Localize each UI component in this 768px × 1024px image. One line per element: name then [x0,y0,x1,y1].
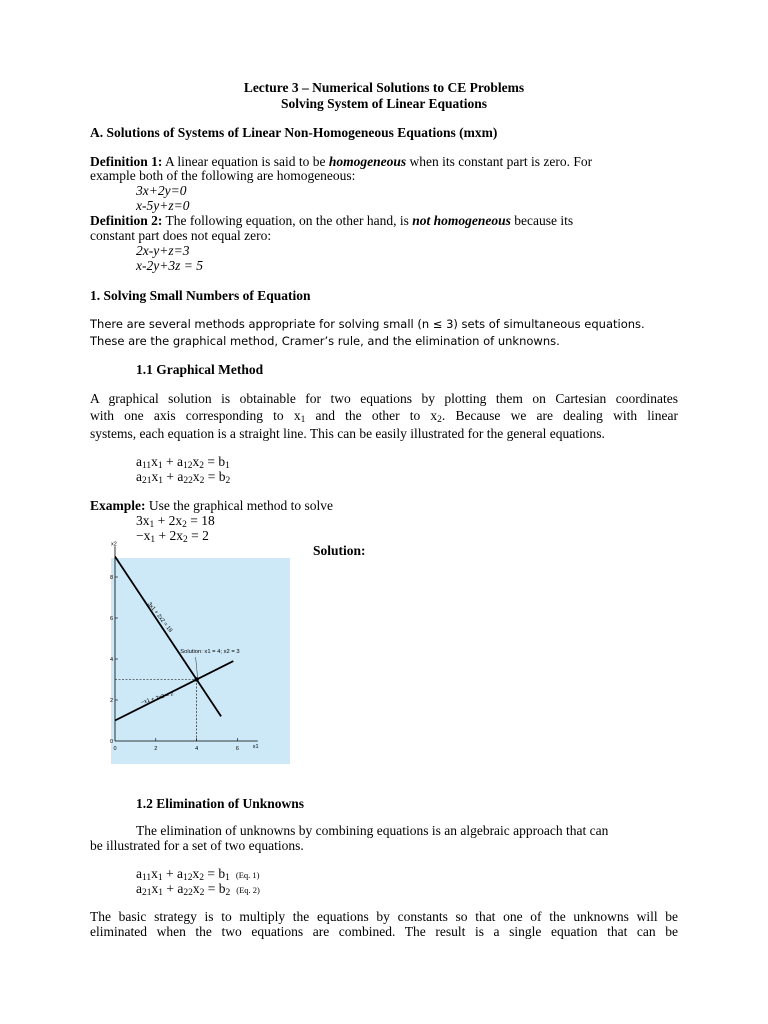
series-line-2 [115,661,233,720]
general-equation-2: $a_{21}x_1 + a_{22}x_2 = b_2$ [136,469,231,486]
definition-2-line-2: constant part does not equal zero: [90,228,272,243]
x-tick-label: 6 [235,746,239,752]
solution-annotation: Solution: x1 = 4; x2 = 3 [180,648,240,655]
series-label-2: −x1 + 2x2 = 2 [140,691,175,707]
example-label: Example: [90,498,146,513]
section-a-heading: A. Solutions of Systems of Linear Non-Homogeneous Equations (mxm) [90,125,498,140]
y-tick-label: 8 [110,575,114,581]
graphical-text-a: with one axis corresponding to x [90,408,301,423]
graphical-text-c: . Because we are dealing with linear [441,408,678,423]
homogeneous-equation-1: 3x+2y=0 [136,183,187,198]
homogeneous-equation-2: x-5y+z=0 [136,198,190,213]
page-subtitle: Solving System of Linear Equations [280,96,488,111]
definition-2-line-1 [90,213,573,229]
x-tick-label: 4 [195,746,199,752]
nonhomogeneous-equation-2: x-2y+3z = 5 [136,258,203,273]
y-tick-label: 2 [110,698,114,704]
definition-2-emphasis: not homogeneous [412,213,511,228]
elimination-equation-1: $a_{11}x_1 + a_{12}x_2 = b_1$ (Eq. 1) [136,866,260,883]
definition-2-label: Definition 2: [90,213,163,228]
y-tick-label: 4 [110,657,114,663]
y-tick-label: 6 [110,616,114,622]
annotation-leader [196,657,198,678]
graphical-solution-chart [110,541,290,764]
example-text: Use the graphical method to solve [145,498,333,513]
definition-1-text-end: when its constant part is zero. For [406,154,593,169]
definition-1-emphasis: homogeneous [328,154,407,169]
page-title: Lecture 3 – Numerical Solutions to CE Problems [243,80,525,95]
x-tick-label: 2 [154,746,158,752]
section-1-1-heading: 1.1 Graphical Method [136,362,264,377]
chart-svg [110,541,290,764]
solution-label: Solution: [313,543,366,558]
section-1-2-heading: 1.2 Elimination of Unknowns [136,796,305,811]
y-tick-label: 0 [110,739,114,745]
graphical-text-b: and the other to x [305,408,438,423]
section-1-heading: 1. Solving Small Numbers of Equation [90,288,311,303]
subscript: 2 [437,415,442,425]
example-equation-1: $3x_1 + 2x_2 = 18$ [136,513,215,530]
y-axis-label: x2 [111,541,117,548]
example-equation-2: $-x_1 + 2x_2 = 2$ [136,528,209,545]
section-1-line-2: These are the graphical method, Cramer’s rule, and the elimination of unknowns. [90,334,560,348]
elimination-paragraph-line-3: The basic strategy is to multiply the equations by constants so that one of the unknowns will be [90,909,678,924]
definition-1-text: A linear equation is said to be [162,154,329,169]
elimination-paragraph-line-1: The elimination of unknowns by combining equations is an algebraic approach that can [136,823,609,838]
series-label-1: 3x1 + 2x2 = 18 [146,601,174,634]
elimination-equation-2: $a_{21}x_1 + a_{22}x_2 = b_2$ (Eq. 2) [136,881,260,898]
solution-point [194,677,198,681]
definition-1-label: Definition 1: [90,154,163,169]
section-1-line-1: There are several methods appropriate for solving small (n ≤ 3) sets of simultaneous equations. [90,317,645,331]
definition-1-line-2: example both of the following are homogeneous: [90,168,356,183]
graphical-paragraph-line-2 [90,407,678,425]
elimination-paragraph-line-2: be illustrated for a set of two equations. [90,838,304,853]
example-line [90,498,333,514]
graphical-paragraph-line-3: systems, each equation is a straight line. This can be easily illustrated for the general equations. [90,426,605,441]
subscript: 1 [300,415,306,425]
graphical-paragraph-line-1: A graphical solution is obtainable for two equations by plotting them on Cartesian coordinates [90,391,678,406]
definition-2-text-end: because its [510,213,574,228]
elimination-paragraph-line-4: eliminated when the two equations are combined. The result is a single equation that can be [90,924,678,939]
nonhomogeneous-equation-1: 2x-y+z=3 [136,243,190,258]
x-tick-label: 0 [113,746,117,752]
eq-1-label: (Eq. 1) [235,870,260,880]
definition-2-text: The following equation, on the other hand, is [162,213,413,228]
general-equation-1: $a_{11}x_1 + a_{12}x_2 = b_1$ [136,454,230,471]
x-axis-label: x1 [252,744,259,750]
eq-2-label: (Eq. 2) [236,885,260,895]
